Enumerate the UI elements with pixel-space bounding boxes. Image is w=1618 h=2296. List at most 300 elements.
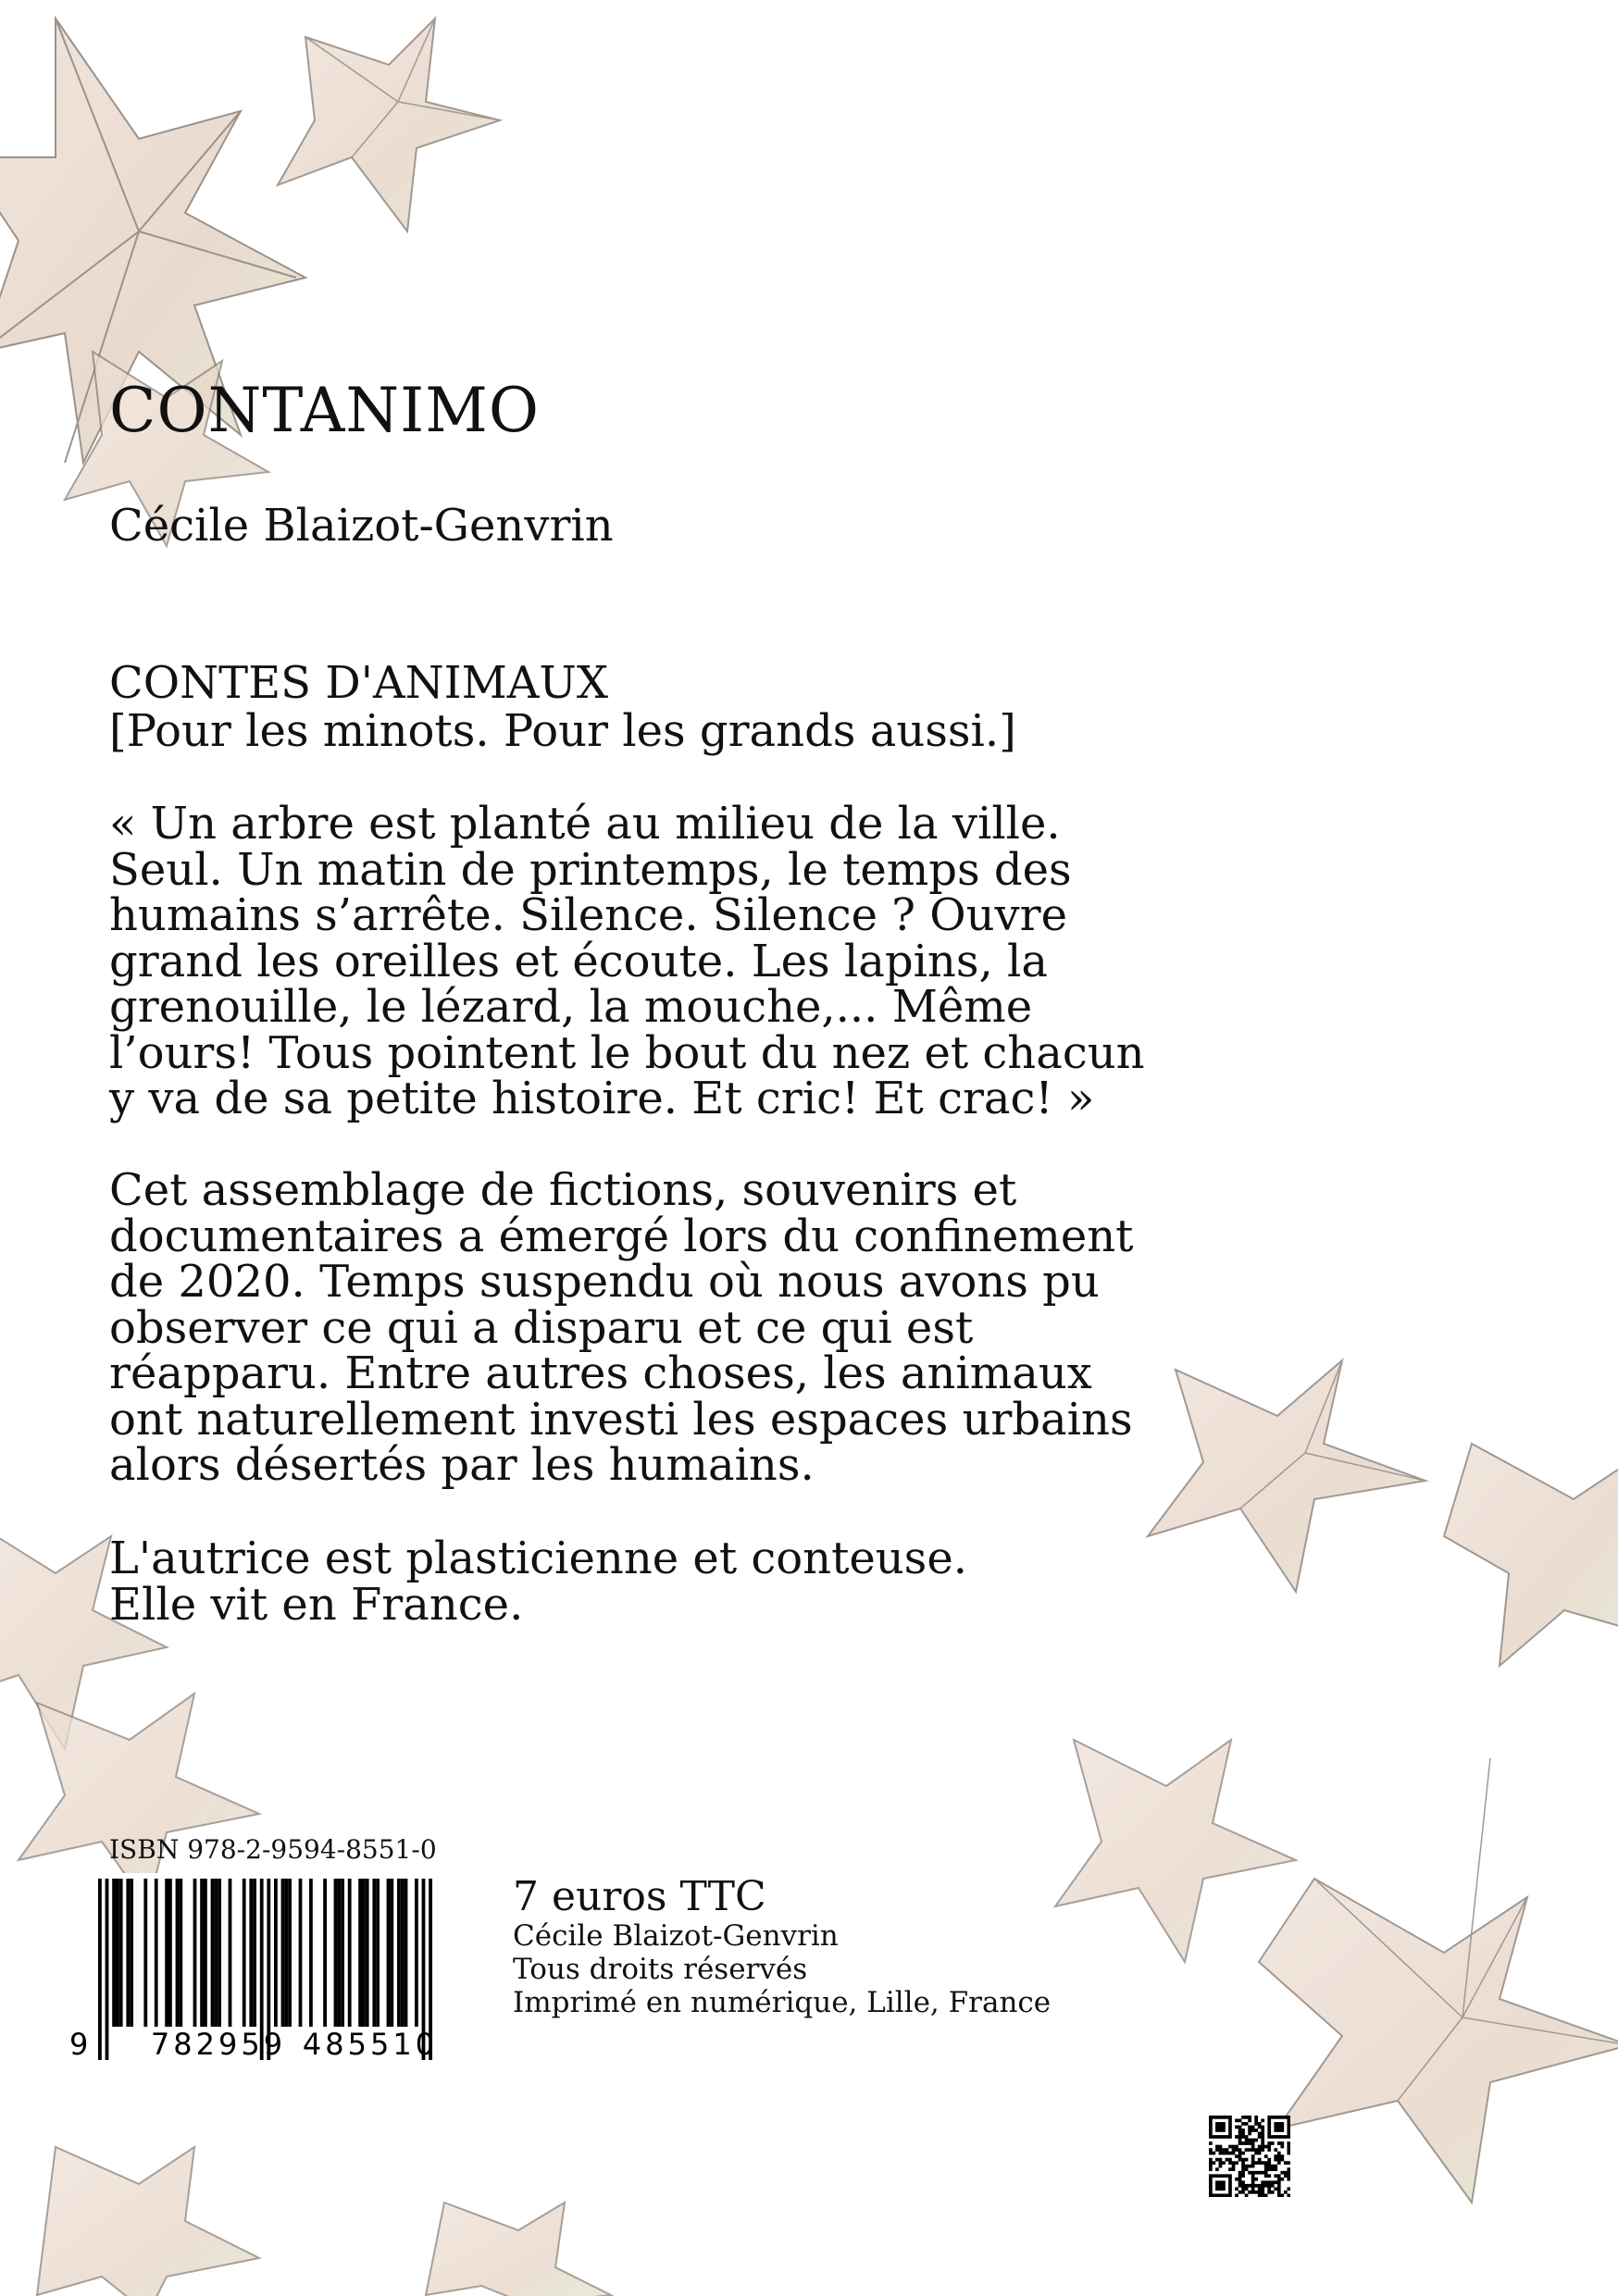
description-line: Cet assemblage de fictions, souvenirs et: [109, 1164, 1017, 1216]
quote-line: « Un arbre est planté au milieu de la ville.: [109, 798, 1061, 850]
leaf-bottom-center-right: [1055, 1740, 1296, 1962]
qr-cell: [1213, 2152, 1216, 2155]
qr-cell: [1238, 2152, 1242, 2155]
qr-cell: [1235, 2154, 1238, 2158]
qr-cell: [1264, 2193, 1268, 2197]
qr-cell: [1258, 2184, 1262, 2188]
barcode-bar: [165, 1879, 168, 2027]
qr-cell: [1209, 2158, 1213, 2162]
qr-cell: [1261, 2132, 1264, 2136]
qr-cell: [1215, 2122, 1219, 2126]
qr-cell: [1251, 2161, 1255, 2165]
qr-cell: [1222, 2116, 1226, 2119]
qr-cell: [1241, 2132, 1245, 2136]
qr-cell: [1245, 2167, 1249, 2171]
qr-cell: [1241, 2122, 1245, 2126]
barcode-bar: [334, 1879, 338, 2027]
qr-cell: [1245, 2148, 1249, 2152]
qr-cell: [1241, 2128, 1245, 2132]
qr-cell: [1267, 2184, 1271, 2188]
qr-cell: [1264, 2161, 1268, 2165]
qr-cell: [1267, 2148, 1271, 2152]
qr-cell: [1277, 2187, 1281, 2191]
qr-cell: [1228, 2126, 1232, 2129]
qr-cell: [1215, 2128, 1219, 2132]
qr-cell: [1235, 2135, 1238, 2139]
qr-cell: [1251, 2128, 1255, 2132]
qr-cell: [1209, 2184, 1213, 2188]
qr-cell: [1264, 2154, 1268, 2158]
qr-cell: [1245, 2187, 1249, 2191]
qr-cell: [1271, 2167, 1275, 2171]
qr-cell: [1251, 2180, 1255, 2184]
qr-cell: [1248, 2116, 1251, 2119]
qr-cell: [1261, 2187, 1264, 2191]
barcode-bar: [126, 1879, 130, 2027]
qr-cell: [1261, 2141, 1264, 2145]
qr-cell: [1274, 2122, 1277, 2126]
qr-cell: [1267, 2161, 1271, 2165]
barcode-left-group: 782959: [150, 2027, 287, 2062]
qr-cell: [1267, 2191, 1271, 2194]
qr-cell: [1228, 2180, 1232, 2184]
barcode-bar: [415, 1879, 418, 2027]
qr-cell: [1245, 2116, 1249, 2119]
qr-cell: [1209, 2122, 1213, 2126]
qr-cell: [1280, 2171, 1284, 2175]
qr-cell: [1235, 2145, 1238, 2149]
qr-cell: [1245, 2139, 1249, 2142]
qr-cell: [1209, 2187, 1213, 2191]
qr-cell: [1258, 2187, 1262, 2191]
qr-cell: [1271, 2191, 1275, 2194]
qr-cell: [1274, 2116, 1277, 2119]
qr-cell: [1277, 2152, 1281, 2155]
barcode-bar: [243, 1879, 246, 2027]
qr-cell: [1251, 2191, 1255, 2194]
qr-cell: [1251, 2145, 1255, 2149]
qr-cell: [1258, 2171, 1262, 2175]
qr-cell: [1254, 2119, 1258, 2123]
qr-cell: [1228, 2167, 1232, 2171]
qr-cell: [1241, 2158, 1245, 2162]
qr-cell: [1280, 2145, 1284, 2149]
qr-cell: [1219, 2128, 1223, 2132]
qr-cell: [1222, 2135, 1226, 2139]
qr-cell: [1219, 2187, 1223, 2191]
qr-cell: [1248, 2191, 1251, 2194]
description-line: documentaires a émergé lors du confinement: [109, 1210, 1134, 1262]
qr-cell: [1238, 2191, 1242, 2194]
qr-cell: [1209, 2152, 1213, 2155]
qr-cell: [1219, 2161, 1223, 2165]
rights-notice: Tous droits réservés: [513, 1953, 808, 1986]
qr-cell: [1222, 2128, 1226, 2132]
qr-cell: [1254, 2191, 1258, 2194]
qr-cell: [1238, 2184, 1242, 2188]
qr-cell: [1209, 2180, 1213, 2184]
qr-cell: [1251, 2165, 1255, 2168]
qr-cell: [1251, 2184, 1255, 2188]
qr-cell: [1232, 2148, 1236, 2152]
qr-code-icon: [1209, 2116, 1290, 2197]
qr-cell: [1254, 2171, 1258, 2175]
qr-cell: [1241, 2191, 1245, 2194]
qr-cell: [1219, 2145, 1223, 2149]
qr-cell: [1241, 2152, 1245, 2155]
leaf-bottom-left: [37, 2147, 259, 2296]
qr-cell: [1238, 2132, 1242, 2136]
qr-cell: [1261, 2171, 1264, 2175]
qr-cell: [1251, 2154, 1255, 2158]
qr-cell: [1258, 2126, 1262, 2129]
qr-cell: [1248, 2132, 1251, 2136]
qr-cell: [1248, 2128, 1251, 2132]
qr-cell: [1274, 2180, 1277, 2184]
leaf-bottom-right-large: [1259, 1758, 1618, 2203]
isbn-label: ISBN 978-2-9594-8551-0: [109, 1834, 437, 1865]
qr-cell: [1222, 2184, 1226, 2188]
barcode-bar: [229, 1879, 232, 2027]
qr-cell: [1213, 2174, 1216, 2178]
qr-cell: [1241, 2116, 1245, 2119]
qr-cell: [1254, 2184, 1258, 2188]
qr-cell: [1248, 2141, 1251, 2145]
qr-cell: [1280, 2178, 1284, 2181]
quote-line: grand les oreilles et écoute. Les lapins, la: [109, 935, 1048, 987]
qr-cell: [1258, 2135, 1262, 2139]
qr-cell: [1226, 2116, 1229, 2119]
qr-cell: [1287, 2145, 1290, 2149]
qr-cell: [1258, 2191, 1262, 2194]
qr-cell: [1241, 2141, 1245, 2145]
barcode-bar: [390, 1879, 393, 2027]
qr-cell: [1241, 2171, 1245, 2175]
qr-cell: [1209, 2165, 1213, 2168]
qr-cell: [1254, 2122, 1258, 2126]
description-line: alors désertés par les humains.: [109, 1439, 815, 1491]
qr-cell: [1228, 2122, 1232, 2126]
qr-cell: [1248, 2119, 1251, 2123]
qr-cell: [1284, 2135, 1288, 2139]
barcode-bar: [176, 1879, 180, 2027]
quote-line: Seul. Un matin de printemps, le temps des: [109, 843, 1072, 896]
qr-cell: [1238, 2141, 1242, 2145]
leaf-bottom-center: [426, 2203, 611, 2296]
qr-cell: [1267, 2180, 1271, 2184]
barcode-bar: [211, 1879, 215, 2027]
description-line: ont naturellement investi les espaces urbains: [109, 1393, 1133, 1446]
qr-cell: [1226, 2174, 1229, 2178]
qr-cell: [1241, 2161, 1245, 2165]
qr-cell: [1277, 2135, 1281, 2139]
qr-cell: [1222, 2152, 1226, 2155]
qr-cell: [1258, 2132, 1262, 2136]
qr-cell: [1274, 2174, 1277, 2178]
barcode-bar: [119, 1879, 123, 2027]
qr-cell: [1238, 2158, 1242, 2162]
qr-cell: [1215, 2135, 1219, 2139]
qr-cell: [1222, 2122, 1226, 2126]
price: 7 euros TTC: [513, 1873, 766, 1920]
qr-cell: [1267, 2174, 1271, 2178]
qr-cell: [1267, 2128, 1271, 2132]
book-author: Cécile Blaizot-Genvrin: [109, 500, 614, 552]
qr-cell: [1232, 2165, 1236, 2168]
qr-cell: [1241, 2187, 1245, 2191]
qr-cell: [1287, 2167, 1290, 2171]
qr-cell: [1222, 2193, 1226, 2197]
printing-info: Imprimé en numérique, Lille, France: [513, 1986, 1052, 2019]
qr-cell: [1209, 2174, 1213, 2178]
barcode-bar: [348, 1879, 352, 2027]
qr-cell: [1251, 2178, 1255, 2181]
barcode-bar: [299, 1879, 303, 2027]
bio-line: Elle vit en France.: [109, 1578, 524, 1631]
qr-cell: [1280, 2141, 1284, 2145]
barcode-bar: [366, 1879, 369, 2027]
section-subtitle: [Pour les minots. Pour les grands aussi.]: [109, 705, 1016, 757]
qr-cell: [1261, 2161, 1264, 2165]
qr-cell: [1261, 2145, 1264, 2149]
qr-cell: [1287, 2152, 1290, 2155]
qr-cell: [1209, 2167, 1213, 2171]
qr-cell: [1261, 2193, 1264, 2197]
qr-cell: [1254, 2152, 1258, 2155]
qr-cell: [1241, 2165, 1245, 2168]
qr-cell: [1215, 2187, 1219, 2191]
barcode-bar: [401, 1879, 404, 2027]
qr-cell: [1280, 2122, 1284, 2126]
qr-cell: [1267, 2132, 1271, 2136]
barcode-bar: [309, 1879, 313, 2027]
qr-cell: [1258, 2122, 1262, 2126]
qr-cell: [1219, 2122, 1223, 2126]
qr-cell: [1267, 2187, 1271, 2191]
qr-cell: [1277, 2184, 1281, 2188]
qr-cell: [1238, 2180, 1242, 2184]
qr-cell: [1215, 2158, 1219, 2162]
qr-cell: [1277, 2161, 1281, 2165]
qr-cell: [1267, 2119, 1271, 2123]
qr-cell: [1251, 2126, 1255, 2129]
qr-cell: [1219, 2165, 1223, 2168]
qr-cell: [1284, 2174, 1288, 2178]
qr-cell: [1228, 2152, 1232, 2155]
qr-cell: [1271, 2116, 1275, 2119]
qr-cell: [1209, 2161, 1213, 2165]
qr-cell: [1228, 2116, 1232, 2119]
qr-cell: [1277, 2174, 1281, 2178]
qr-cell: [1245, 2193, 1249, 2197]
book-title: CONTANIMO: [109, 375, 540, 446]
barcode-bar: [387, 1879, 391, 2027]
qr-cell: [1228, 2135, 1232, 2139]
qr-cell: [1277, 2154, 1281, 2158]
qr-cell: [1251, 2141, 1255, 2145]
qr-cell: [1248, 2184, 1251, 2188]
qr-cell: [1277, 2191, 1281, 2194]
qr-cell: [1238, 2154, 1242, 2158]
qr-cell: [1261, 2128, 1264, 2132]
qr-cell: [1209, 2128, 1213, 2132]
qr-cell: [1284, 2116, 1288, 2119]
qr-cell: [1219, 2180, 1223, 2184]
qr-cell: [1232, 2145, 1236, 2149]
qr-cell: [1228, 2132, 1232, 2136]
qr-cell: [1280, 2193, 1284, 2197]
qr-cell: [1235, 2178, 1238, 2181]
qr-cell: [1287, 2193, 1290, 2197]
qr-cell: [1258, 2152, 1262, 2155]
qr-cell: [1219, 2148, 1223, 2152]
qr-cell: [1235, 2187, 1238, 2191]
qr-cell: [1277, 2126, 1281, 2129]
qr-cell: [1271, 2184, 1275, 2188]
qr-cell: [1245, 2165, 1249, 2168]
qr-cell: [1267, 2167, 1271, 2171]
qr-cell: [1271, 2135, 1275, 2139]
barcode-first-digit: 9: [69, 2027, 89, 2062]
qr-cell: [1254, 2161, 1258, 2165]
qr-cell: [1238, 2171, 1242, 2175]
qr-cell: [1222, 2148, 1226, 2152]
qr-cell: [1264, 2174, 1268, 2178]
qr-cell: [1267, 2141, 1271, 2145]
blurb-quote: [109, 798, 1145, 1124]
qr-cell: [1209, 2178, 1213, 2181]
qr-cell: [1238, 2174, 1242, 2178]
qr-cell: [1287, 2148, 1290, 2152]
qr-cell: [1238, 2126, 1242, 2129]
qr-cell: [1215, 2167, 1219, 2171]
qr-cell: [1264, 2145, 1268, 2149]
qr-cell: [1241, 2184, 1245, 2188]
barcode-bar: [218, 1879, 221, 2027]
qr-cell: [1219, 2152, 1223, 2155]
qr-cell: [1235, 2161, 1238, 2165]
qr-cell: [1258, 2148, 1262, 2152]
qr-cell: [1287, 2174, 1290, 2178]
qr-cell: [1226, 2148, 1229, 2152]
qr-cell: [1287, 2122, 1290, 2126]
barcode-bar: [372, 1879, 376, 2027]
barcode-bar: [376, 1879, 380, 2027]
qr-cell: [1280, 2116, 1284, 2119]
qr-cell: [1284, 2171, 1288, 2175]
quote-line: l’ours! Tous pointent le bout du nez et chacun: [109, 1026, 1145, 1079]
qr-cell: [1274, 2165, 1277, 2168]
qr-cell: [1274, 2135, 1277, 2139]
qr-cell: [1267, 2158, 1271, 2162]
bio-line: L'autrice est plasticienne et conteuse.: [109, 1533, 967, 1584]
qr-cell: [1228, 2128, 1232, 2132]
qr-cell: [1261, 2180, 1264, 2184]
qr-cell: [1277, 2178, 1281, 2181]
qr-cell: [1222, 2187, 1226, 2191]
barcode-bar: [284, 1879, 288, 2027]
qr-cell: [1219, 2126, 1223, 2129]
qr-cell: [1267, 2165, 1271, 2168]
barcode-bar: [112, 1879, 116, 2027]
barcode-bar: [204, 1879, 207, 2027]
qr-cell: [1215, 2126, 1219, 2129]
barcode-bar: [341, 1879, 344, 2027]
qr-cell: [1219, 2184, 1223, 2188]
qr-cell: [1222, 2180, 1226, 2184]
qr-cell: [1261, 2119, 1264, 2123]
qr-cell: [1287, 2132, 1290, 2136]
barcode-bar: [404, 1879, 408, 2027]
barcode-digits: [65, 2010, 454, 2066]
qr-cell: [1277, 2122, 1281, 2126]
qr-cell: [1209, 2193, 1213, 2197]
description-line: réapparu. Entre autres choses, les animaux: [109, 1347, 1092, 1399]
qr-cell: [1277, 2180, 1281, 2184]
qr-cell: [1213, 2135, 1216, 2139]
qr-cell: [1222, 2161, 1226, 2165]
leaf-right-middle: [1148, 1360, 1425, 1592]
quote-line: y va de sa petite histoire. Et cric! Et crac! »: [109, 1073, 1095, 1124]
qr-cell: [1258, 2193, 1262, 2197]
qr-cell: [1287, 2135, 1290, 2139]
qr-cell: [1219, 2174, 1223, 2178]
qr-cell: [1226, 2135, 1229, 2139]
qr-cell: [1235, 2119, 1238, 2123]
barcode-right-group: 485510: [302, 2027, 439, 2062]
qr-cell: [1267, 2122, 1271, 2126]
barcode-bar: [337, 1879, 341, 2027]
qr-cell: [1280, 2126, 1284, 2129]
qr-cell: [1248, 2148, 1251, 2152]
qr-cell: [1287, 2116, 1290, 2119]
qr-cell: [1248, 2139, 1251, 2142]
qr-cell: [1274, 2167, 1277, 2171]
qr-cell: [1213, 2193, 1216, 2197]
qr-cell: [1222, 2126, 1226, 2129]
qr-cell: [1274, 2148, 1277, 2152]
qr-cell: [1232, 2152, 1236, 2155]
description-line: de 2020. Temps suspendu où nous avons pu: [109, 1256, 1100, 1308]
qr-cell: [1264, 2167, 1268, 2171]
qr-cell: [1258, 2145, 1262, 2149]
qr-cell: [1241, 2180, 1245, 2184]
qr-cell: [1219, 2135, 1223, 2139]
qr-cell: [1215, 2193, 1219, 2197]
qr-cell: [1215, 2116, 1219, 2119]
qr-cell: [1254, 2178, 1258, 2181]
qr-cell: [1228, 2178, 1232, 2181]
qr-cell: [1226, 2152, 1229, 2155]
qr-cell: [1254, 2139, 1258, 2142]
qr-cell: [1264, 2171, 1268, 2175]
barcode-bar: [288, 1879, 292, 2027]
qr-cell: [1238, 2135, 1242, 2139]
qr-cell: [1258, 2158, 1262, 2162]
leaf-right-edge: [1444, 1444, 1618, 1666]
barcode-bar: [397, 1879, 401, 2027]
barcode-bar: [155, 1879, 158, 2027]
qr-cell: [1280, 2128, 1284, 2132]
qr-cell: [1287, 2187, 1290, 2191]
barcode-bar: [116, 1879, 119, 2027]
qr-cell: [1284, 2161, 1288, 2165]
qr-cell: [1287, 2171, 1290, 2175]
qr-cell: [1219, 2116, 1223, 2119]
qr-cell: [1209, 2141, 1213, 2145]
qr-cell: [1287, 2119, 1290, 2123]
qr-cell: [1228, 2184, 1232, 2188]
